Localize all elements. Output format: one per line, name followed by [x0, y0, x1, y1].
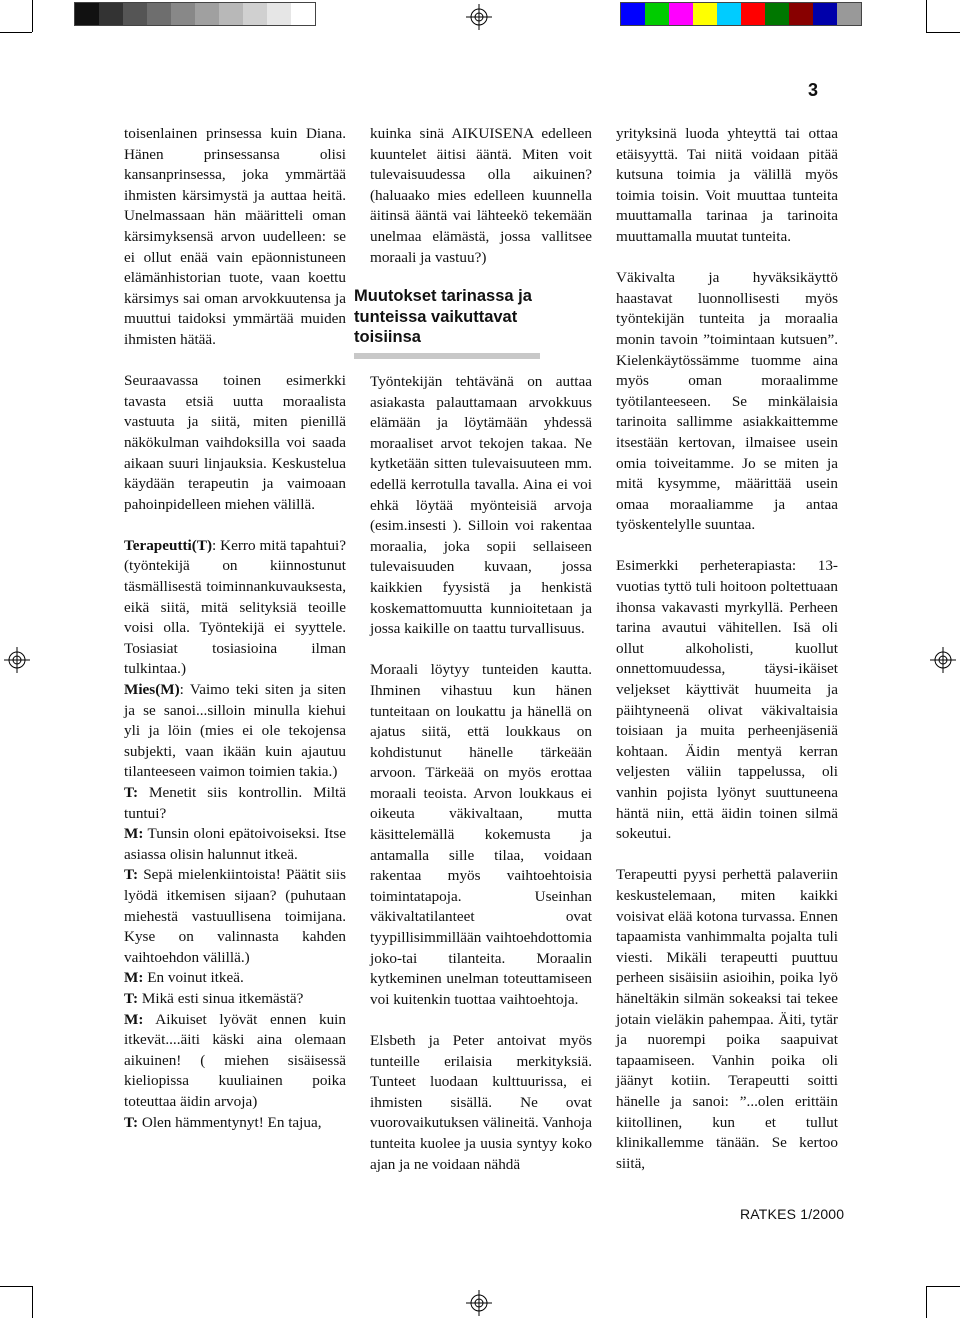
- dialogue-line: [124, 1010, 346, 1113]
- dialogue-text: Olen hämmentynyt! En tajua,: [138, 1113, 322, 1131]
- registration-mark-icon: [4, 647, 30, 673]
- paragraph: Moraali löytyy tunteiden kautta. Ihminen vihastuu kun hänen tunteitaan on loukattu ja hänellä on ajatus siitä, että loukkaus on kohdistunut hänelle tärkeään arvoon. Tärkeää on myös erottaa moraali teoista. Arvon loukkaus ei oikeuta väkivaltaan, mutta käsittelemällä kokemusta ja antamalla sille tilaa, voidaan rakentaa myös vaihtoehtoisia toimintatapoja. Useinhan väkivaltatilanteet ovat tyypillisimmillään vaihtoehdottomia joko-tai tilanteita. Moraalin kytkeminen unelman toteuttamiseen voi kuitenkin tuottaa vaihtoehtoja.: [370, 661, 592, 1008]
- heading-underline: [354, 353, 540, 359]
- section-heading: Muutokset tarinassa ja tunteissa vaikuttavat toisiinsa: [354, 287, 532, 346]
- color-swatch: [813, 3, 837, 25]
- crop-mark: [32, 0, 33, 32]
- crop-mark: [0, 32, 32, 33]
- speaker-label: Mies(M): [124, 681, 180, 699]
- paragraph: Terapeutti pyysi perhettä palaveriin keskustelemaan, miten kaikki voisivat elää kotona turvassa. Ennen tapaamista vanhimmalta pojalta tuli viesti. Mikäli terapeutti puuttuu perheen sisäisiin asioihin, poika lyö häneltäkin silmän sokeaksi tai tekee jotain vieläkin pahempaa. Äiti, tytär ja nuorempi poika saapuivat tapaamiseen. Vanhin poika oli jäänyt kotiin. Terapeutti soitti hänelle ja sanoi: ”...olen erittäin kiitollinen, kun et tullut klinikallemme tänään. Se kertoo siitä,: [616, 866, 838, 1172]
- color-swatch: [267, 3, 291, 25]
- footer-issue: RATKES 1/2000: [740, 1206, 845, 1222]
- color-swatch: [171, 3, 195, 25]
- color-swatch: [123, 3, 147, 25]
- dialogue-line: [124, 783, 346, 824]
- dialogue-line: [124, 865, 346, 968]
- column-3: [616, 124, 838, 1195]
- dialogue-text: Mikä esti sinua itkemästä?: [138, 989, 304, 1007]
- dialogue-text: : Vaimo teki siten ja siten ja se sanoi...silloin minulla kiehui yli ja löin (mies ei ole tekojensa subjekti, vaan ikään kuin ajautuu tilanteeseen vaimon toimien takia.): [124, 681, 346, 781]
- paragraph: Väkivalta ja hyväksikäyttö haastavat luonnollisesti myös työntekijän tunteita ja moraalia monin tavoin ”toimintaan kutsuen”. Kielenkäytössämme tuomme aina myös oman moraalimme työtilanteeseen. Se minkälaisia tarinoita sallimme asiakkaittemme itsestään kertovan, ilmaisee usein omia toiveitamme. Jo se miten ja mitä kysymme, määrittää usein omaa moraaliamme ja antaa työskentelylle suuntaa.: [616, 269, 838, 534]
- dialogue-line: [124, 989, 346, 1010]
- crop-mark: [926, 1286, 960, 1287]
- color-swatch: [645, 3, 669, 25]
- crop-mark: [32, 1286, 33, 1318]
- registration-mark-icon: [930, 647, 956, 673]
- dialogue-text: Tunsin oloni epätoivoiseksi. Itse asiassa olisin halunnut itkeä.: [124, 825, 346, 863]
- dialogue-text: En voinut itkeä.: [143, 969, 244, 987]
- color-swatch: [75, 3, 99, 25]
- dialogue-text: Sepä mielenkiintoista! Päätit siis lyödä itkemisen sijaan? (puhutaan miehestä vastuullisena toimijana. Kyse on valinnasta kahden vaihtoehdon välillä.): [124, 866, 346, 966]
- color-swatch: [789, 3, 813, 25]
- paragraph: kuinka sinä AIKUISENA edelleen kuuntelet äitisi ääntä. Miten voit tulevaisuudessa olla aikuinen? (haluaako mies edelleen kuunnella äitinsä ääntä vai lähteekö tekemään unelmaa elämästä, jossa vallitsee moraali ja vastuu?): [370, 125, 592, 266]
- page-number: 3: [808, 80, 819, 100]
- crop-mark: [926, 0, 927, 32]
- paragraph: toisenlainen prinsessa kuin Diana. Hänen prinsessansa olisi kansanprinsessa, joka ymmärtää ihmisten kärsimystä ja auttaa heitä. Unelmassaan hän määritteli oman kärsimyksensä arvon uudelleen: se ei ollut enää vain epäonnistuneen elämänhistorian tuote, vaan koettu kärsimys sai oman arvokkuutensa ja muuttui taidoksi ymmärtää muiden ihmisten hätää.: [124, 125, 346, 348]
- color-swatch: [243, 3, 267, 25]
- color-swatch: [99, 3, 123, 25]
- color-swatch: [693, 3, 717, 25]
- dialogue-line: [124, 824, 346, 865]
- paragraph: Esimerkki perheterapiasta: 13-vuotias tyttö tuli hoitoon poltettuaan ihonsa vakavasti myrkyllä. Perheen tarina avautui vähitellen. Isä oli ollut alkoholisti, kuollut onnettomuudessa, täysi-ikäiset veljekset käyttivät huumeita ja päihtyneenä olivat väkivaltaisia toisiaan ja muita perheenjäseniä kohtaan. Äidin mentyä kerran veljesten väliin tappelussa, oli vanhin pojista lyönyt suuttuneena häntä niin, että äidin toinen silmä sokeutui.: [616, 557, 838, 843]
- color-swatch: [291, 3, 315, 25]
- grayscale-calibration-bar: [74, 2, 316, 26]
- paragraph: Työntekijän tehtävänä on auttaa asiakasta palauttamaan arvokkuus elämään ja löytämään yhdessä moraaliset arvot tekojen takaa. Ne kytketään sitten tulevaisuuteen mm. edellä kerrotulla tavalla. Aina ei voi ehkä löytää myönteisiä arvoja (esim.insesti ). Silloin voi rakentaa moraalia, joka sopii sellaiseen tulevaisuuden kuvaan, jossa kaikkien fyysistä ja henkistä koskemattomuutta kunnioitetaan ja jossa kaikille on taattu turvallisuus.: [370, 373, 592, 638]
- dialogue-text: Aikuiset lyövät ennen kuin itkevät....äiti käski aina olemaan aikuinen! ( miehen sisäisessä kieliopissa kuuliainen poika toteuttaa äidin arvoja): [124, 1010, 346, 1110]
- color-swatch: [765, 3, 789, 25]
- crop-mark: [0, 1286, 32, 1287]
- color-swatch: [717, 3, 741, 25]
- dialogue-text: Menetit siis kontrollin. Miltä tuntui?: [124, 784, 346, 822]
- color-swatch: [195, 3, 219, 25]
- color-swatch: [741, 3, 765, 25]
- paragraph: Seuraavassa toinen esimerkki tavasta etsiä uutta moraalista vastuuta ja siitä, miten pienillä näkökulman vaihdoksilla voi saada aikaan suuri linjauksia. Keskustelua käydään terapeutin ja vaimoaan pahoinpidelleen miehen välillä.: [124, 372, 346, 513]
- crop-mark: [926, 32, 960, 33]
- color-calibration-bar: [620, 2, 862, 26]
- dialogue-line: [124, 968, 346, 989]
- paragraph: yrityksinä luoda yhteyttä tai ottaa etäisyyttä. Tai niitä voidaan pitää kutsuna toimia ja välillä myös toimia toisin. Voit muuttaa tunteita muuttamalla tarinaa ja tarinoita muuttamalla muutat tunteita.: [616, 125, 838, 245]
- speaker-label: Terapeutti(T): [124, 536, 213, 554]
- registration-mark-icon: [466, 4, 492, 30]
- speaker-label: M:: [124, 969, 144, 987]
- column-2: [370, 124, 592, 282]
- speaker-label: T:: [124, 784, 139, 801]
- dialogue-line: [124, 1113, 346, 1134]
- crop-mark: [926, 1286, 927, 1318]
- dialogue-line: [124, 680, 346, 783]
- registration-mark-icon: [466, 1290, 492, 1316]
- speaker-label: T:: [124, 1113, 139, 1131]
- color-swatch: [621, 3, 645, 25]
- paragraph: Elsbeth ja Peter antoivat myös tunteille erilaisia merkityksiä. Tunteet luodaan kulttuurissa, ei ihmisten sisällä. Ne ovat vuorovaikutuksen välineitä. Vanhoja tunteita kuolee ja uusia syntyy koko ajan ja ne voidaan nähdä: [370, 1032, 592, 1173]
- speaker-label: T:: [124, 866, 139, 884]
- color-swatch: [219, 3, 243, 25]
- color-swatch: [669, 3, 693, 25]
- column-1: [124, 124, 346, 1133]
- dialogue-text: : Kerro mitä tapahtui? (työntekijä on kiinnostunut täsmällisestä toiminnankuvauksesta, eikä siitä, mitä selityksiä teoille voisi olla. Työntekijä ei syyttele. Tosiasiat tosiasioina ilman tulkintaa.): [124, 536, 346, 678]
- column-2-body: [370, 372, 592, 1196]
- color-swatch: [147, 3, 171, 25]
- speaker-label: M:: [124, 1010, 144, 1028]
- speaker-label: M:: [124, 825, 144, 843]
- color-swatch: [837, 3, 861, 25]
- speaker-label: T:: [124, 989, 139, 1007]
- dialogue-line: [124, 536, 346, 680]
